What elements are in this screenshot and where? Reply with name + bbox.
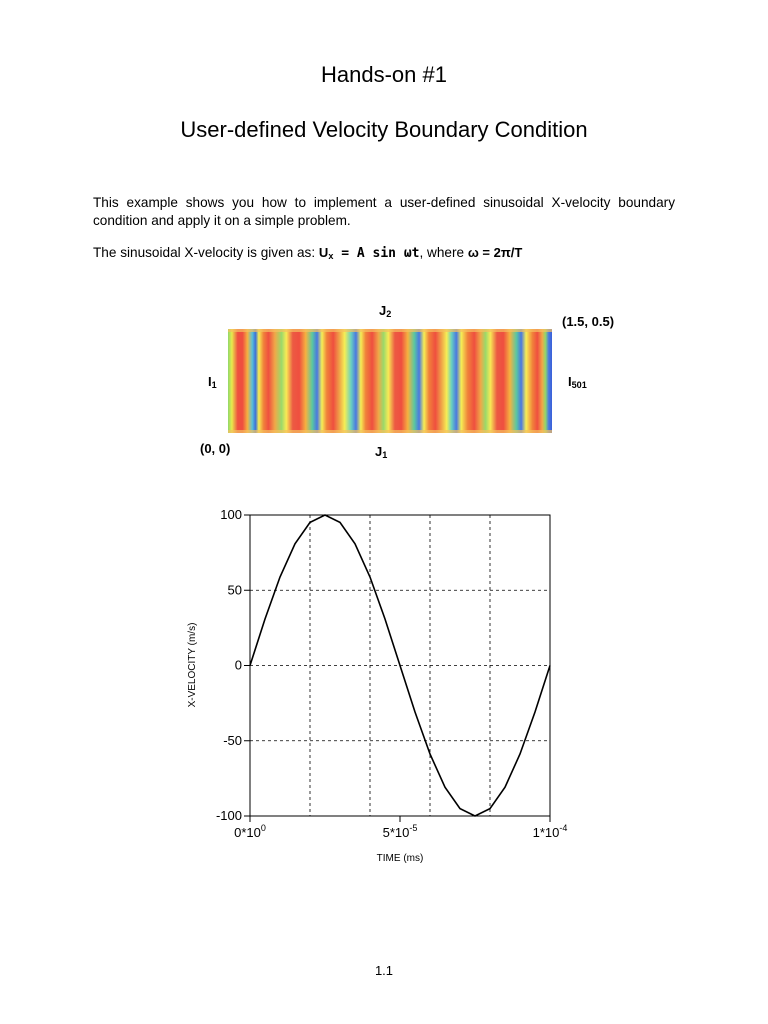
x-axis-label: TIME (ms) <box>376 853 424 864</box>
y-axis-label: X-VELOCITY (m/s) <box>187 622 198 708</box>
y-axis <box>216 507 250 823</box>
y-tick-label: -50 <box>223 732 242 748</box>
y-tick-label: 100 <box>220 507 242 522</box>
page-number: 1.1 <box>374 963 394 978</box>
contour-top-edge <box>228 329 552 332</box>
formula-rhs: = A sin ωt <box>333 246 420 261</box>
contour-bottom-edge <box>228 430 552 433</box>
x-tick-label: $1*10^{-4}$ <box>532 823 568 840</box>
formula-where-text: , where <box>419 245 468 260</box>
formula-paragraph <box>93 244 675 265</box>
label-top-right-corner: (1.5, 0.5) <box>562 314 615 329</box>
formula-omega: ω = 2π/T <box>467 245 523 260</box>
x-tick-label: $5*10^{-5}$ <box>382 823 418 840</box>
x-tick-label: $0*10^0$ <box>234 823 266 840</box>
label-i501: $I_{501}$ <box>568 374 587 390</box>
label-j2: $J_2$ <box>379 303 392 319</box>
formula-ux: $U_x$ <box>318 245 334 261</box>
y-tick-label: 50 <box>227 582 242 598</box>
page-title: Hands-on #1 <box>321 62 447 87</box>
label-j1: $J_1$ <box>375 444 388 460</box>
label-i1: $I_1$ <box>208 374 217 390</box>
formula-intro-text: The sinusoidal X-velocity is given as: <box>93 245 319 260</box>
y-tick-label: 0 <box>234 657 242 673</box>
label-bottom-left-corner: (0, 0) <box>200 441 231 456</box>
page-subtitle: User-defined Velocity Boundary Condition <box>180 117 588 142</box>
intro-paragraph: This example shows you how to implement a user-defined sinusoidal X-velocity boundary condition and apply it on a simple problem. <box>93 195 675 228</box>
velocity-chart <box>150 496 610 876</box>
x-axis <box>234 816 567 840</box>
contour-band <box>228 329 552 433</box>
velocity-contour-figure <box>228 329 552 433</box>
y-tick-label: -100 <box>215 808 242 823</box>
